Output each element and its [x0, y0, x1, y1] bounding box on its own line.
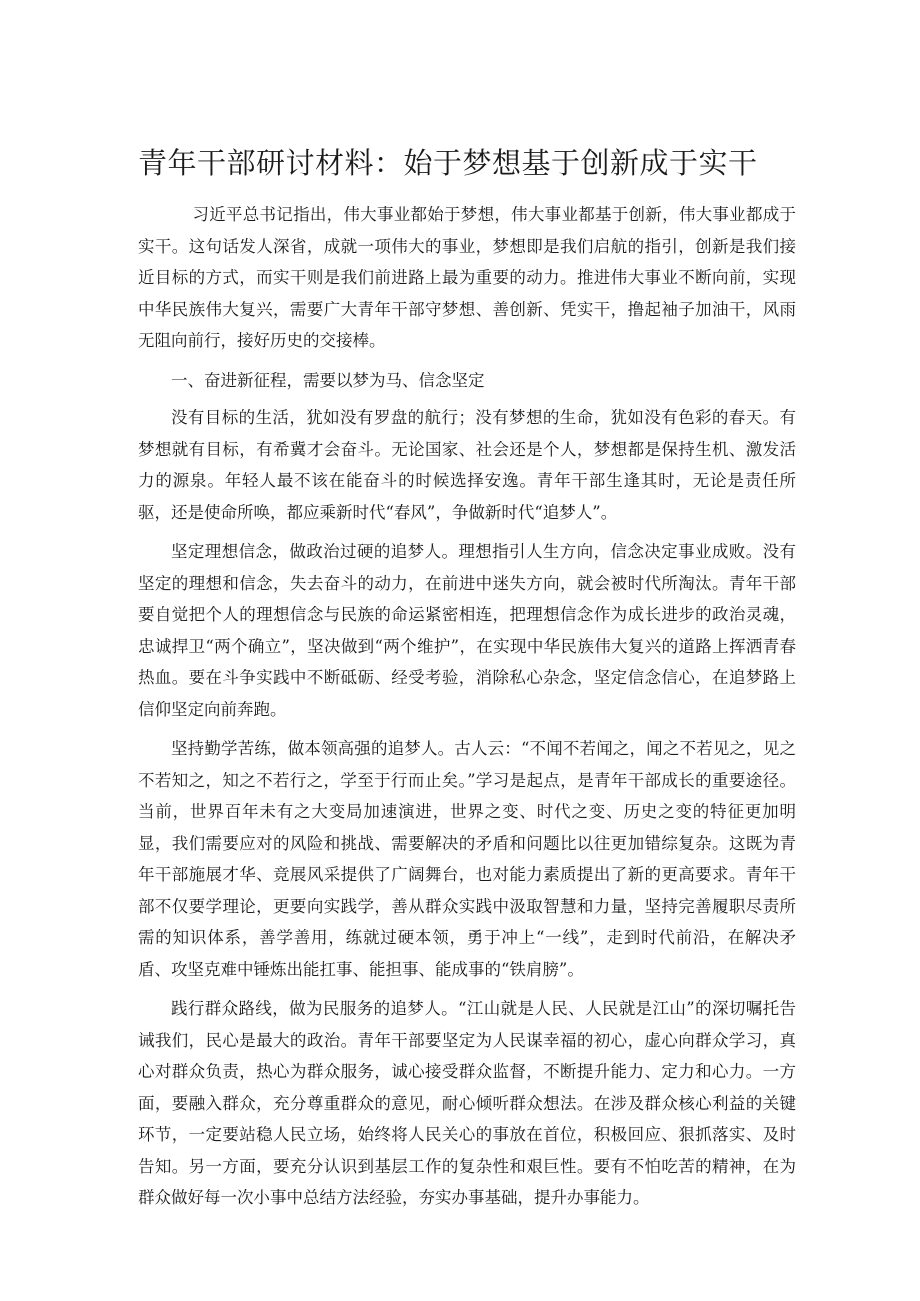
- document-title: 青年干部研讨材料：始于梦想基于创新成于实干: [138, 146, 758, 180]
- body-paragraph: 没有目标的生活，犹如没有罗盘的航行；没有梦想的生命，犹如没有色彩的春天。有梦想就有目标，有希冀才会奋斗。无论国家、社会还是个人，梦想都是保持生机、激发活力的源泉。年轻人最不该在能奋斗的时候选择安逸。青年干部生逢其时，无论是责任所驱，还是使命所唤，都应乘新时代“春风”，争做新时代“追梦人”。: [138, 408, 796, 522]
- body-paragraph: 坚定理想信念，做政治过硬的追梦人。理想指引人生方向，信念决定事业成败。没有坚定的理想和信念，失去奋斗的动力，在前进中迷失方向，就会被时代所淘汰。青年干部要自觉把个人的理想信念与民族的命运紧密相连，把理想信念作为成长进步的政治灵魂，忠诚捍卫“两个确立”，坚决做到“两个维护”，在实现中华民族伟大复兴的道路上挥洒青春热血。要在斗争实践中不断砥砺、经受考验，消除私心杂念，坚定信念信心，在追梦路上信仰坚定向前奔跑。: [138, 542, 796, 719]
- body-paragraph: 坚持勤学苦练，做本领高强的追梦人。古人云：“不闻不若闻之，闻之不若见之，见之不若知之，知之不若行之，学至于行而止矣。”学习是起点，是青年干部成长的重要途径。当前，世界百年未有之大变局加速演进，世界之变、时代之变、历史之变的特征更加明显，我们需要应对的风险和挑战、需要解决的矛盾和问题比以往更加错综复杂。这既为青年干部施展才华、竞展风采提供了广阔舞台，也对能力素质提出了新的更高要求。青年干部不仅要学理论，更要向实践学，善从群众实践中汲取智慧和力量，坚持完善履职尽责所需的知识体系，善学善用，练就过硬本领，勇于冲上“一线”，走到时代前沿，在解决矛盾、攻坚克难中锤炼出能扛事、能担事、能成事的“铁肩膀”。: [138, 739, 796, 979]
- intro-paragraph: 习近平总书记指出，伟大事业都始于梦想，伟大事业都基于创新，伟大事业都成于实干。这句话发人深省，成就一项伟大的事业，梦想即是我们启航的指引，创新是我们接近目标的方式，而实干则是我们前进路上最为重要的动力。推进伟大事业不断向前，实现中华民族伟大复兴，需要广大青年干部守梦想、善创新、凭实干，撸起袖子加油干，风雨无阻向前行，接好历史的交接棒。: [138, 205, 796, 350]
- section-heading: 一、奋进新征程，需要以梦为马、信念坚定: [171, 370, 485, 390]
- document-body: [138, 199, 796, 1222]
- body-paragraph: 践行群众路线，做为民服务的追梦人。“江山就是人民、人民就是江山”的深切嘱托告诫我们，民心是最大的政治。青年干部要坚定为人民谋幸福的初心，虚心向群众学习，真心对群众负责，热心为群众服务，诚心接受群众监督，不断提升能力、定力和心力。一方面，要融入群众，充分尊重群众的意见，耐心倾听群众想法。在涉及群众核心利益的关键环节，一定要站稳人民立场，始终将人民关心的事放在首位，积极回应、狠抓落实、及时告知。另一方面，要充分认识到基层工作的复杂性和艰巨性。要有不怕吃苦的精神，在为群众做好每一次小事中总结方法经验，夯实办事基础，提升办事能力。: [138, 999, 796, 1207]
